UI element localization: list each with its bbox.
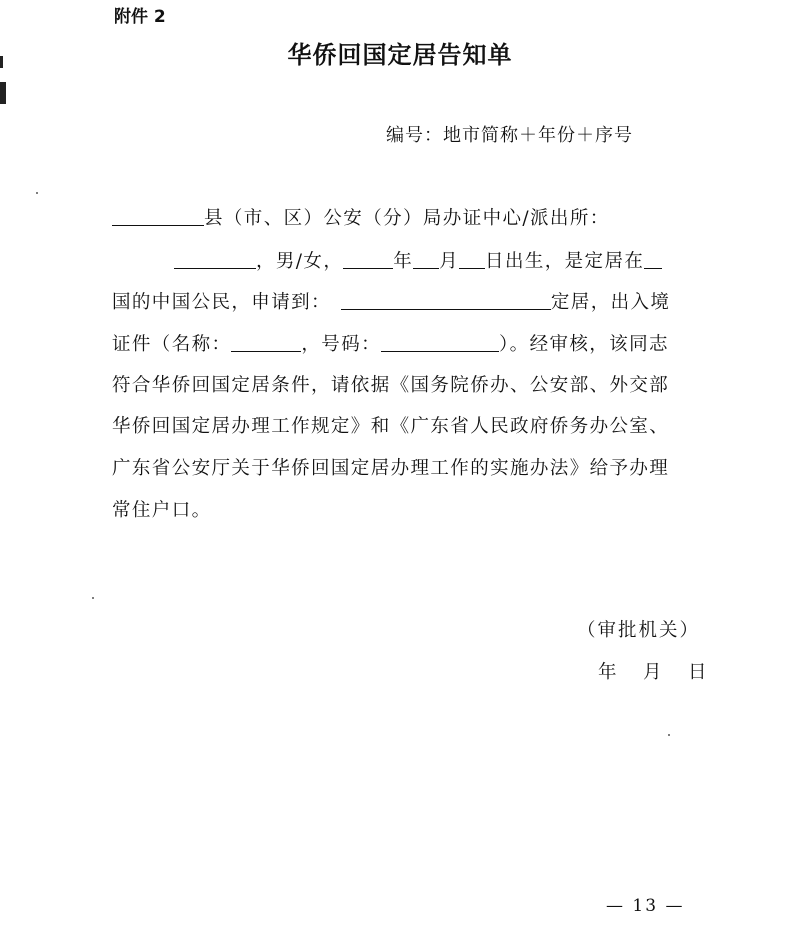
doc-number-text: ，号码： <box>301 334 382 355</box>
birth-month-blank[interactable] <box>413 250 439 269</box>
apply-text: 国的中国公民，申请到： <box>112 292 331 313</box>
body-line-2 <box>174 247 662 273</box>
scan-edge-mark <box>0 56 3 68</box>
scan-speck <box>668 734 670 736</box>
approval-authority: （审批机关） <box>577 620 701 641</box>
body-line-8: 常住户口。 <box>112 500 212 521</box>
scan-speck <box>36 192 38 194</box>
settle-text: 定居，出入境 <box>550 292 671 313</box>
birth-text: 日出生，是定居在 <box>485 251 645 272</box>
document-number-blank[interactable] <box>381 333 499 352</box>
gender-text: ，男/女， <box>256 251 344 272</box>
body-line-4 <box>112 330 669 356</box>
birth-year-blank[interactable] <box>343 250 393 269</box>
birth-day-blank[interactable] <box>459 250 485 269</box>
name-blank[interactable] <box>174 250 256 269</box>
doc-name-text: 证件（名称： <box>112 334 232 355</box>
review-text: ）。经审核，该同志 <box>499 334 669 355</box>
country-blank[interactable] <box>644 250 662 269</box>
county-blank[interactable] <box>112 207 204 226</box>
body-line-6: 华侨回国定居办理工作规定》和《广东省人民政府侨务办公室、 <box>112 416 670 437</box>
month-text: 月 <box>439 251 460 272</box>
scan-edge-mark <box>0 82 6 104</box>
body-line-3 <box>112 288 670 314</box>
year-text: 年 <box>393 251 414 272</box>
recipient-text: 县（市、区）公安（分）局办证中心/派出所： <box>204 208 610 229</box>
destination-blank[interactable] <box>341 291 551 310</box>
serial-number-line: 编号：地市简称＋年份＋序号 <box>386 125 633 146</box>
document-name-blank[interactable] <box>231 333 301 352</box>
body-line-7: 广东省公安厅关于华侨回国定居办理工作的实施办法》给予办理 <box>112 458 670 479</box>
document-title: 华侨回国定居告知单 <box>287 40 513 69</box>
body-line-1 <box>112 204 610 230</box>
page-number: — 13 — <box>606 896 685 916</box>
attachment-label: 附件 2 <box>114 7 166 27</box>
body-line-5: 符合华侨回国定居条件，请依据《国务院侨办、公安部、外交部 <box>112 375 670 396</box>
scan-speck <box>92 597 94 599</box>
approval-date: 年 月 日 <box>598 662 711 683</box>
